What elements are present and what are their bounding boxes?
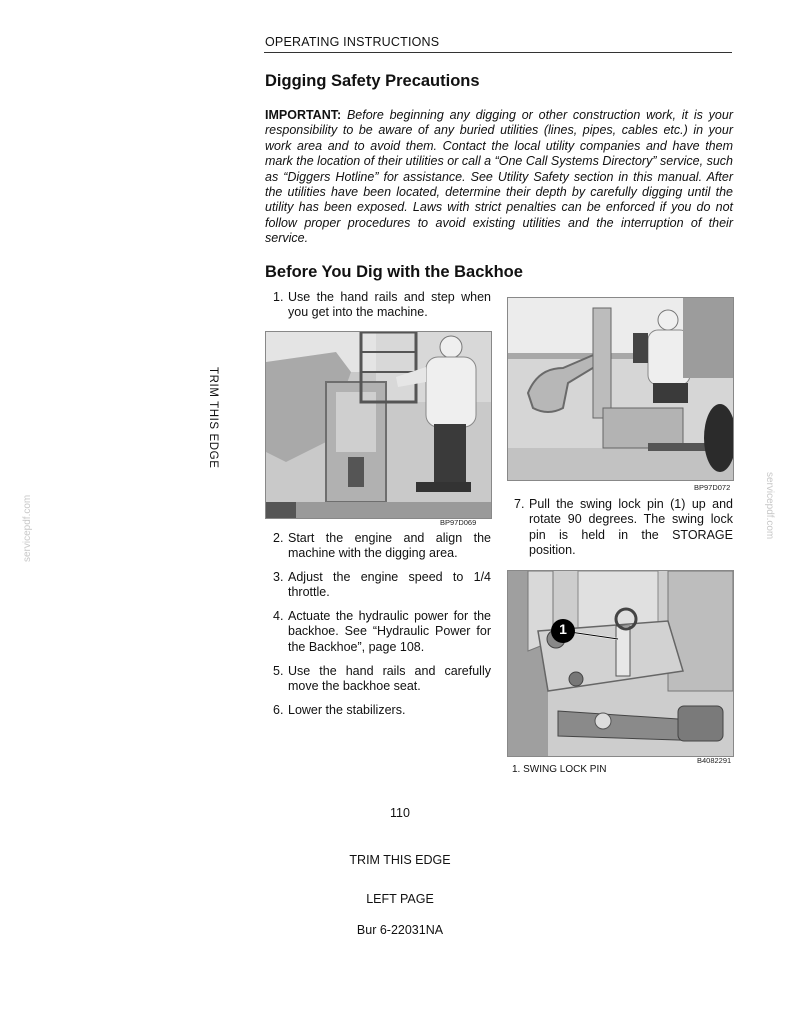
step-number: 4. [273, 609, 284, 623]
step-number: 6. [273, 703, 284, 717]
photo-illustration [266, 332, 491, 518]
step-text: Lower the stabilizers. [288, 703, 406, 717]
important-label: IMPORTANT: [265, 108, 342, 122]
photo-code: BP97D069 [440, 518, 477, 527]
footer-side: LEFT PAGE [366, 892, 434, 906]
document-code: Bur 6-22031NA [356, 923, 444, 937]
photo-illustration [508, 571, 733, 756]
backhoe-title: Before You Dig with the Backhoe [265, 263, 523, 281]
step-text: Start the engine and align the machine with the digging area. [288, 531, 491, 561]
step-text: Actuate the hydraulic power for the backhoe. See “Hydraulic Power for the Backhoe”, page 108. [288, 609, 491, 654]
figure-caption: 1. SWING LOCK PIN [512, 764, 607, 775]
photo-operator-climbing [265, 331, 492, 519]
important-notice [265, 108, 733, 247]
photo-swing-lock-pin [507, 570, 734, 757]
step-4 [273, 609, 491, 655]
step-3 [273, 570, 491, 601]
watermark-left: servicepdf.com [22, 494, 33, 562]
step-6 [273, 703, 491, 718]
step-2 [273, 531, 491, 562]
step-number: 5. [273, 664, 284, 678]
watermark-right: servicepdf.com [764, 472, 775, 540]
footer-trim: TRIM THIS EDGE [349, 853, 451, 867]
step-number: 2. [273, 531, 284, 545]
photo-illustration [508, 298, 733, 480]
safety-title: Digging Safety Precautions [265, 72, 480, 90]
step-7 [514, 497, 733, 559]
step-number: 1. [273, 290, 284, 304]
photo-code: B4082291 [697, 756, 732, 765]
step-1 [273, 290, 491, 321]
photo-operator-seated [507, 297, 734, 481]
step-text: Use the hand rails and carefully move the backhoe seat. [288, 664, 491, 694]
callout-number: 1 [559, 621, 567, 637]
header-divider [264, 52, 732, 53]
step-number: 7. [514, 497, 525, 511]
step-5 [273, 664, 491, 695]
trim-edge-vertical: TRIM THIS EDGE [207, 367, 219, 469]
step-text: Adjust the engine speed to 1/4 throttle. [288, 570, 491, 600]
important-text: Before beginning any digging or other construction work, it is your responsibility to be aware of any buried utilities (lines, pipes, cables etc.) in your work area and to avoid them. Contact the local utility companies and have them mark the location of their utilities or call a “One Call Systems Directory” service, such as “Diggers Hotline” for assistance. See Utility Safety section in this manual. After the utilities have been located, determine their depth by carefully digging until the utility has been exposed. Laws with strict penalties can be enforced if you do not follow proper procedures to avoid existing utilities and the interruption of their service. [265, 108, 733, 246]
section-header: OPERATING INSTRUCTIONS [265, 35, 440, 49]
step-text: Pull the swing lock pin (1) up and rotate 90 degrees. The swing lock pin is held in the STORAGE position. [529, 497, 733, 558]
step-text: Use the hand rails and step when you get into the machine. [288, 290, 491, 320]
page-number: 110 [390, 806, 410, 820]
step-number: 3. [273, 570, 284, 584]
photo-code: BP97D072 [694, 483, 731, 492]
